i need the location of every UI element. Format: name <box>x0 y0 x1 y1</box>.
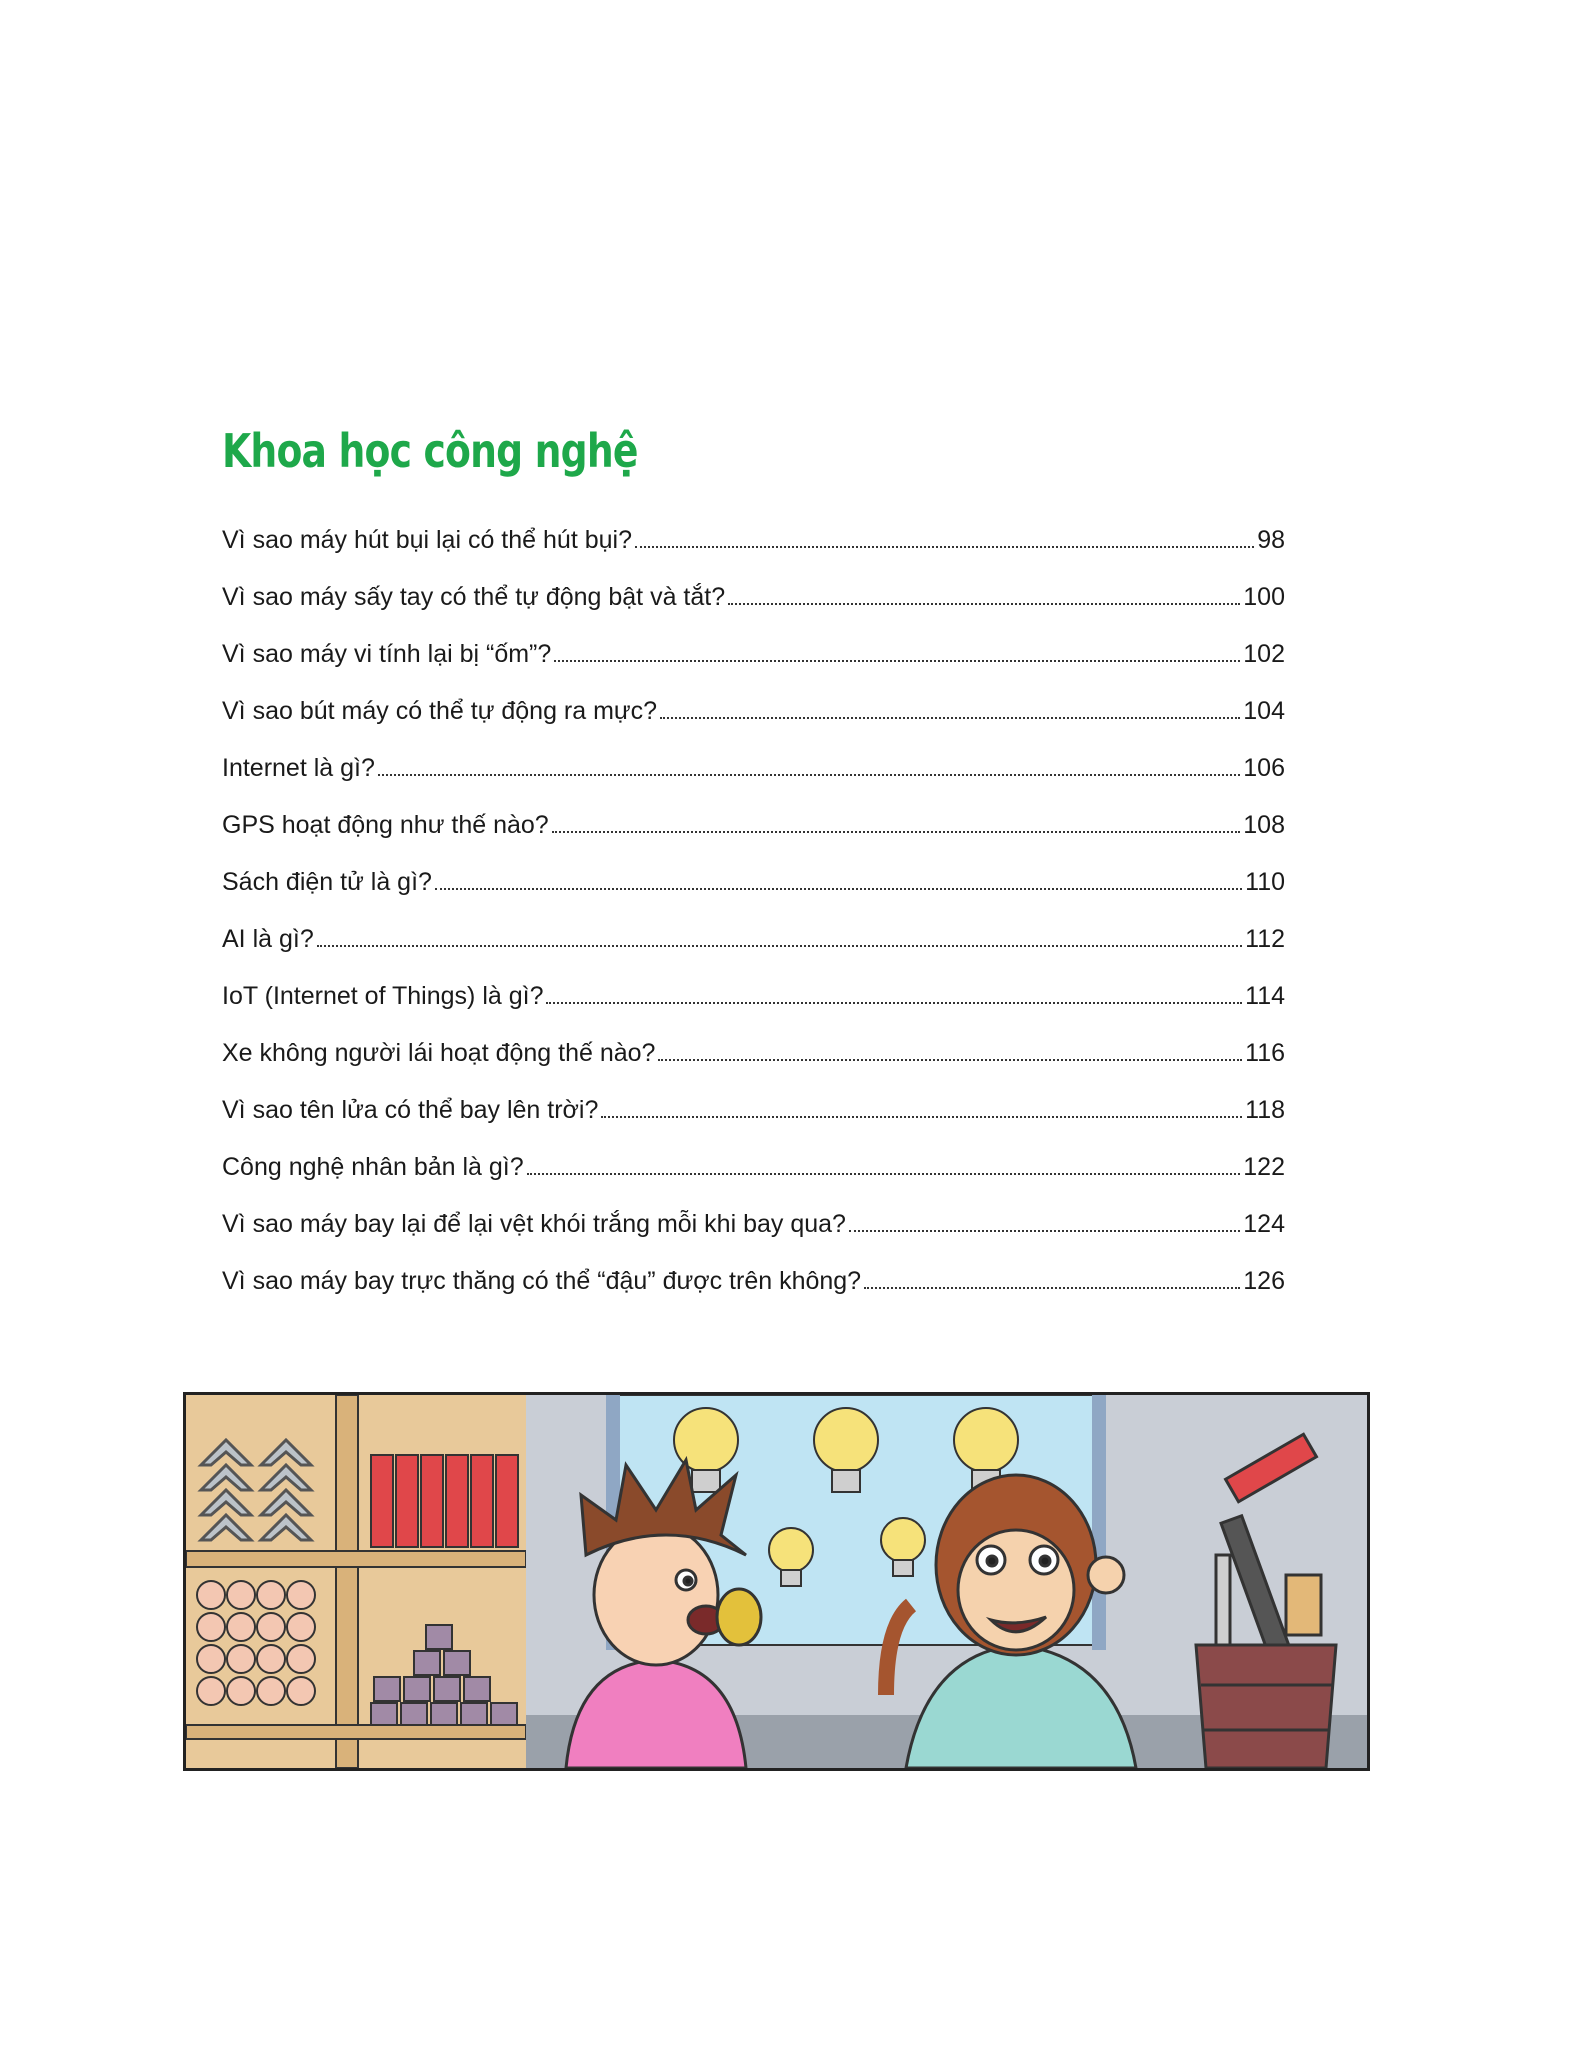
toc-entry[interactable] <box>222 1068 1285 1125</box>
toc-entry-title: Sách điện tử là gì? <box>222 868 432 896</box>
toc-entry-title: Internet là gì? <box>222 754 375 782</box>
toc-page-number: 126 <box>1243 1267 1285 1295</box>
cartoon-illustration <box>183 1392 1370 1771</box>
dot-leader <box>527 1173 1241 1175</box>
toc-entry[interactable] <box>222 954 1285 1011</box>
dot-leader <box>601 1116 1242 1118</box>
toc-entry[interactable] <box>222 1125 1285 1182</box>
pear <box>717 1589 761 1645</box>
dot-leader <box>554 660 1240 662</box>
toc-entry[interactable] <box>222 840 1285 897</box>
toc-entry[interactable] <box>222 726 1285 783</box>
dot-leader <box>435 888 1242 890</box>
toc-entry-title: Vì sao máy vi tính lại bị “ốm”? <box>222 640 552 668</box>
dot-leader <box>552 831 1241 833</box>
toc-entry-title: Vì sao máy bay trực thăng có thể “đậu” được trên không? <box>222 1267 862 1295</box>
toc-page-number: 110 <box>1245 868 1285 896</box>
toc-entry-title: Xe không người lái hoạt động thế nào? <box>222 1039 656 1067</box>
toc-entry-title: Vì sao máy hút bụi lại có thể hút bụi? <box>222 526 632 554</box>
toc-entry-title: Vì sao máy sấy tay có thể tự động bật và tắt? <box>222 583 726 611</box>
toc-entry[interactable] <box>222 669 1285 726</box>
dot-leader <box>849 1230 1240 1232</box>
toc-entry[interactable] <box>222 783 1285 840</box>
toc-page-number: 98 <box>1257 526 1285 554</box>
toc-entry[interactable] <box>222 555 1285 612</box>
toc-entry-title: IoT (Internet of Things) là gì? <box>222 982 544 1010</box>
toc-page-number: 100 <box>1243 583 1285 611</box>
dot-leader <box>317 945 1242 947</box>
toc-entry-title: Vì sao máy bay lại để lại vệt khói trắng mỗi khi bay qua? <box>222 1210 846 1238</box>
section-title: Khoa học công nghệ <box>222 424 638 478</box>
table-of-contents <box>222 498 1285 1296</box>
toc-page-number: 116 <box>1245 1039 1285 1067</box>
toc-page-number: 108 <box>1243 811 1285 839</box>
toc-entry-title: Công nghệ nhân bản là gì? <box>222 1153 524 1181</box>
toc-entry[interactable] <box>222 1011 1285 1068</box>
toc-entry[interactable] <box>222 498 1285 555</box>
dot-leader <box>660 717 1240 719</box>
toc-page-number: 114 <box>1245 982 1285 1010</box>
toc-page-number: 122 <box>1243 1153 1285 1181</box>
toc-entry[interactable] <box>222 1239 1285 1296</box>
toc-entry[interactable] <box>222 897 1285 954</box>
dot-leader <box>635 546 1254 548</box>
toc-page-number: 104 <box>1243 697 1285 725</box>
toc-entry[interactable] <box>222 612 1285 669</box>
toc-entry[interactable] <box>222 1182 1285 1239</box>
toc-entry-title: Vì sao tên lửa có thể bay lên trời? <box>222 1096 599 1124</box>
toc-entry-title: AI là gì? <box>222 925 314 953</box>
toc-page-number: 102 <box>1243 640 1285 668</box>
dot-leader <box>728 603 1240 605</box>
toc-page-number: 118 <box>1245 1096 1285 1124</box>
toc-entry-title: GPS hoạt động như thế nào? <box>222 811 549 839</box>
toc-page-number: 112 <box>1245 925 1285 953</box>
toc-entry-title: Vì sao bút máy có thể tự động ra mực? <box>222 697 658 725</box>
dot-leader <box>658 1059 1242 1061</box>
toc-page-number: 124 <box>1243 1210 1285 1238</box>
dot-leader <box>378 774 1240 776</box>
dot-leader <box>864 1287 1240 1289</box>
dot-leader <box>546 1002 1242 1004</box>
toc-page-number: 106 <box>1243 754 1285 782</box>
